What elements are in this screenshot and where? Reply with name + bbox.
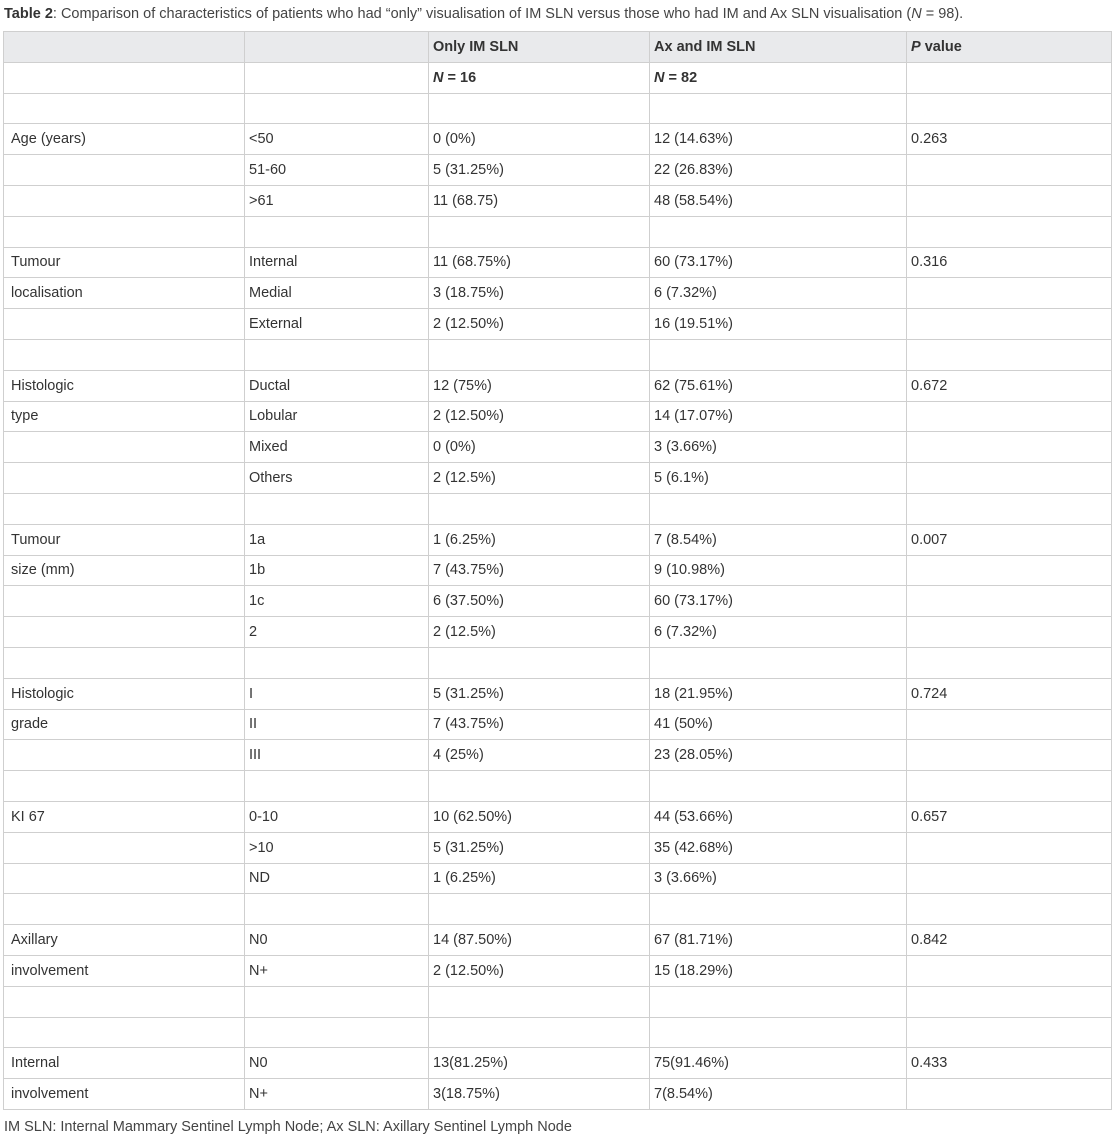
header-cell-ax-and-im-sln: Ax and IM SLN — [650, 32, 907, 63]
p-value-cell — [907, 339, 1112, 370]
p-value-cell — [907, 894, 1112, 925]
p-value-cell — [907, 401, 1112, 432]
category-cell: 51-60 — [245, 155, 429, 186]
characteristic-cell — [4, 863, 245, 894]
characteristic-cell — [4, 986, 245, 1017]
only-im-sln-cell: 0 (0%) — [429, 432, 650, 463]
characteristic-cell — [4, 185, 245, 216]
ax-and-im-sln-cell: 62 (75.61%) — [650, 370, 907, 401]
n-symbol: N — [433, 69, 444, 86]
table-row — [4, 155, 1112, 186]
ax-and-im-sln-cell: 60 (73.17%) — [650, 586, 907, 617]
ax-im-sample-size — [650, 62, 907, 93]
ax-and-im-sln-cell: 48 (58.54%) — [650, 185, 907, 216]
ax-and-im-sln-cell — [650, 771, 907, 802]
characteristic-cell — [4, 216, 245, 247]
p-label: value — [920, 38, 962, 55]
table-row — [4, 1048, 1112, 1079]
characteristic-cell — [4, 93, 245, 124]
characteristic-cell — [4, 771, 245, 802]
characteristic-cell — [4, 740, 245, 771]
category-cell: >10 — [245, 832, 429, 863]
only-im-sln-cell: 14 (87.50%) — [429, 925, 650, 956]
table-row — [4, 185, 1112, 216]
only-im-sln-cell — [429, 1017, 650, 1048]
table-row — [4, 925, 1112, 956]
table-row — [4, 709, 1112, 740]
ax-and-im-sln-cell: 41 (50%) — [650, 709, 907, 740]
category-cell: N+ — [245, 955, 429, 986]
ax-and-im-sln-cell — [650, 339, 907, 370]
only-im-sln-cell — [429, 647, 650, 678]
table-row — [4, 955, 1112, 986]
table-row — [4, 894, 1112, 925]
table-cell — [245, 62, 429, 93]
ax-and-im-sln-cell — [650, 986, 907, 1017]
category-cell: 1c — [245, 586, 429, 617]
p-value-cell: 0.672 — [907, 370, 1112, 401]
table-row — [4, 986, 1112, 1017]
only-im-sln-cell — [429, 339, 650, 370]
p-symbol: P — [911, 38, 921, 55]
p-value-cell: 0.657 — [907, 801, 1112, 832]
characteristic-cell — [4, 1017, 245, 1048]
only-im-sln-cell: 7 (43.75%) — [429, 709, 650, 740]
only-im-sln-cell: 11 (68.75) — [429, 185, 650, 216]
characteristic-cell: Axillary — [4, 925, 245, 956]
ax-and-im-sln-cell: 12 (14.63%) — [650, 124, 907, 155]
characteristic-cell: involvement — [4, 1079, 245, 1110]
table-row — [4, 278, 1112, 309]
characteristic-cell — [4, 647, 245, 678]
only-im-sln-cell: 5 (31.25%) — [429, 678, 650, 709]
characteristic-cell: Histologic — [4, 678, 245, 709]
category-cell: <50 — [245, 124, 429, 155]
p-value-cell — [907, 1079, 1112, 1110]
header-cell-p-value — [907, 32, 1112, 63]
characteristic-cell — [4, 432, 245, 463]
n-symbol: N — [654, 69, 665, 86]
p-value-cell — [907, 185, 1112, 216]
only-im-sln-cell: 1 (6.25%) — [429, 863, 650, 894]
p-value-cell — [907, 463, 1112, 494]
table-row — [4, 740, 1112, 771]
characteristic-cell: Tumour — [4, 524, 245, 555]
p-value-cell — [907, 986, 1112, 1017]
ax-and-im-sln-cell: 44 (53.66%) — [650, 801, 907, 832]
p-value-cell — [907, 647, 1112, 678]
category-cell — [245, 1017, 429, 1048]
ax-and-im-sln-cell: 67 (81.71%) — [650, 925, 907, 956]
only-im-sample-size — [429, 62, 650, 93]
table-row — [4, 124, 1112, 155]
table-row — [4, 524, 1112, 555]
only-im-sln-cell — [429, 93, 650, 124]
only-im-sln-cell: 11 (68.75%) — [429, 247, 650, 278]
ax-and-im-sln-cell: 23 (28.05%) — [650, 740, 907, 771]
header-cell-category — [245, 32, 429, 63]
ax-and-im-sln-cell: 6 (7.32%) — [650, 278, 907, 309]
caption-n-symbol: N — [911, 6, 922, 22]
table-row — [4, 1079, 1112, 1110]
table-cell — [4, 62, 245, 93]
table-cell — [907, 62, 1112, 93]
p-value-cell — [907, 555, 1112, 586]
p-value-cell — [907, 709, 1112, 740]
only-im-sln-cell: 7 (43.75%) — [429, 555, 650, 586]
characteristic-cell — [4, 832, 245, 863]
only-im-sln-cell — [429, 894, 650, 925]
sample-size-row — [4, 62, 1112, 93]
table-row — [4, 801, 1112, 832]
category-cell — [245, 216, 429, 247]
ax-and-im-sln-cell — [650, 93, 907, 124]
ax-and-im-sln-cell: 75(91.46%) — [650, 1048, 907, 1079]
ax-and-im-sln-cell: 9 (10.98%) — [650, 555, 907, 586]
category-cell: Lobular — [245, 401, 429, 432]
comparison-table — [3, 31, 1112, 1110]
category-cell: Mixed — [245, 432, 429, 463]
characteristic-cell: size (mm) — [4, 555, 245, 586]
only-im-sln-cell: 3 (18.75%) — [429, 278, 650, 309]
table-footnote: IM SLN: Internal Mammary Sentinel Lymph Node; Ax SLN: Axillary Sentinel Lymph Node — [4, 1119, 572, 1135]
table-row — [4, 832, 1112, 863]
only-im-sln-cell: 2 (12.50%) — [429, 401, 650, 432]
table-row — [4, 463, 1112, 494]
category-cell — [245, 93, 429, 124]
table-row — [4, 339, 1112, 370]
table-row — [4, 247, 1112, 278]
ax-and-im-sln-cell: 35 (42.68%) — [650, 832, 907, 863]
ax-and-im-sln-cell — [650, 1017, 907, 1048]
p-value-cell: 0.316 — [907, 247, 1112, 278]
table-row — [4, 678, 1112, 709]
ax-and-im-sln-cell: 5 (6.1%) — [650, 463, 907, 494]
characteristic-cell: type — [4, 401, 245, 432]
category-cell: 0-10 — [245, 801, 429, 832]
only-im-sln-cell — [429, 493, 650, 524]
characteristic-cell — [4, 894, 245, 925]
p-value-cell: 0.724 — [907, 678, 1112, 709]
category-cell — [245, 771, 429, 802]
caption-text: : Comparison of characteristics of patients who had “only” visualisation of IM SLN versus those who had IM and Ax SLN visualisation ( — [52, 6, 912, 22]
p-value-cell: 0.842 — [907, 925, 1112, 956]
p-value-cell — [907, 309, 1112, 340]
only-im-sln-cell — [429, 986, 650, 1017]
ax-and-im-sln-cell — [650, 493, 907, 524]
p-value-cell: 0.263 — [907, 124, 1112, 155]
p-value-cell — [907, 278, 1112, 309]
ax-and-im-sln-cell: 3 (3.66%) — [650, 863, 907, 894]
p-value-cell — [907, 432, 1112, 463]
ax-and-im-sln-cell — [650, 216, 907, 247]
p-value-cell — [907, 771, 1112, 802]
p-value-cell — [907, 740, 1112, 771]
characteristic-cell: Tumour — [4, 247, 245, 278]
table-row — [4, 771, 1112, 802]
category-cell: 2 — [245, 617, 429, 648]
ax-and-im-sln-cell: 60 (73.17%) — [650, 247, 907, 278]
p-value-cell — [907, 832, 1112, 863]
category-cell: Medial — [245, 278, 429, 309]
only-im-sln-cell: 5 (31.25%) — [429, 155, 650, 186]
p-value-cell: 0.007 — [907, 524, 1112, 555]
characteristic-cell: grade — [4, 709, 245, 740]
characteristic-cell: Age (years) — [4, 124, 245, 155]
table-row — [4, 401, 1112, 432]
characteristic-cell: Internal — [4, 1048, 245, 1079]
only-im-sln-cell: 2 (12.50%) — [429, 309, 650, 340]
p-value-cell — [907, 955, 1112, 986]
category-cell — [245, 339, 429, 370]
category-cell: II — [245, 709, 429, 740]
category-cell: N0 — [245, 1048, 429, 1079]
p-value-cell — [907, 216, 1112, 247]
table-row — [4, 863, 1112, 894]
characteristic-cell — [4, 309, 245, 340]
only-im-sln-cell — [429, 216, 650, 247]
characteristic-cell: involvement — [4, 955, 245, 986]
category-cell: I — [245, 678, 429, 709]
ax-and-im-sln-cell — [650, 894, 907, 925]
table-row — [4, 586, 1112, 617]
only-im-sln-cell: 13(81.25%) — [429, 1048, 650, 1079]
table-row — [4, 555, 1112, 586]
only-im-sln-cell: 2 (12.5%) — [429, 463, 650, 494]
table-row — [4, 432, 1112, 463]
category-cell — [245, 647, 429, 678]
p-value-cell — [907, 617, 1112, 648]
header-cell-only-im-sln: Only IM SLN — [429, 32, 650, 63]
p-value-cell: 0.433 — [907, 1048, 1112, 1079]
category-cell: Others — [245, 463, 429, 494]
only-im-sln-cell: 6 (37.50%) — [429, 586, 650, 617]
ax-and-im-sln-cell: 7 (8.54%) — [650, 524, 907, 555]
category-cell: >61 — [245, 185, 429, 216]
category-cell: III — [245, 740, 429, 771]
ax-and-im-sln-cell: 3 (3.66%) — [650, 432, 907, 463]
p-value-cell — [907, 863, 1112, 894]
table-row — [4, 647, 1112, 678]
n-value: = 82 — [664, 69, 698, 86]
table-caption — [4, 6, 963, 22]
category-cell: Internal — [245, 247, 429, 278]
only-im-sln-cell: 1 (6.25%) — [429, 524, 650, 555]
characteristic-cell — [4, 586, 245, 617]
category-cell: External — [245, 309, 429, 340]
table-row — [4, 617, 1112, 648]
characteristic-cell — [4, 493, 245, 524]
p-value-cell — [907, 1017, 1112, 1048]
category-cell: Ductal — [245, 370, 429, 401]
only-im-sln-cell: 3(18.75%) — [429, 1079, 650, 1110]
characteristic-cell: KI 67 — [4, 801, 245, 832]
table-row — [4, 216, 1112, 247]
only-im-sln-cell: 2 (12.5%) — [429, 617, 650, 648]
only-im-sln-cell: 4 (25%) — [429, 740, 650, 771]
p-value-cell — [907, 586, 1112, 617]
characteristic-cell — [4, 463, 245, 494]
ax-and-im-sln-cell: 22 (26.83%) — [650, 155, 907, 186]
table-row — [4, 309, 1112, 340]
ax-and-im-sln-cell: 15 (18.29%) — [650, 955, 907, 986]
category-cell: N0 — [245, 925, 429, 956]
p-value-cell — [907, 155, 1112, 186]
characteristic-cell — [4, 155, 245, 186]
ax-and-im-sln-cell: 16 (19.51%) — [650, 309, 907, 340]
ax-and-im-sln-cell: 7(8.54%) — [650, 1079, 907, 1110]
category-cell: 1b — [245, 555, 429, 586]
category-cell: 1a — [245, 524, 429, 555]
category-cell — [245, 894, 429, 925]
characteristic-cell — [4, 617, 245, 648]
category-cell — [245, 493, 429, 524]
p-value-cell — [907, 493, 1112, 524]
category-cell: ND — [245, 863, 429, 894]
table-label: Table 2 — [4, 6, 53, 22]
table-row — [4, 370, 1112, 401]
characteristic-cell — [4, 339, 245, 370]
table-row — [4, 93, 1112, 124]
header-cell-characteristic — [4, 32, 245, 63]
ax-and-im-sln-cell: 18 (21.95%) — [650, 678, 907, 709]
only-im-sln-cell: 0 (0%) — [429, 124, 650, 155]
only-im-sln-cell: 5 (31.25%) — [429, 832, 650, 863]
only-im-sln-cell: 10 (62.50%) — [429, 801, 650, 832]
category-cell — [245, 986, 429, 1017]
table-row — [4, 493, 1112, 524]
ax-and-im-sln-cell: 14 (17.07%) — [650, 401, 907, 432]
p-value-cell — [907, 93, 1112, 124]
table-row — [4, 1017, 1112, 1048]
category-cell: N+ — [245, 1079, 429, 1110]
caption-n-value: = 98). — [921, 6, 964, 22]
n-value: = 16 — [443, 69, 477, 86]
ax-and-im-sln-cell — [650, 647, 907, 678]
only-im-sln-cell: 12 (75%) — [429, 370, 650, 401]
only-im-sln-cell — [429, 771, 650, 802]
ax-and-im-sln-cell: 6 (7.32%) — [650, 617, 907, 648]
characteristic-cell: localisation — [4, 278, 245, 309]
characteristic-cell: Histologic — [4, 370, 245, 401]
table-header-row — [4, 32, 1112, 63]
only-im-sln-cell: 2 (12.50%) — [429, 955, 650, 986]
